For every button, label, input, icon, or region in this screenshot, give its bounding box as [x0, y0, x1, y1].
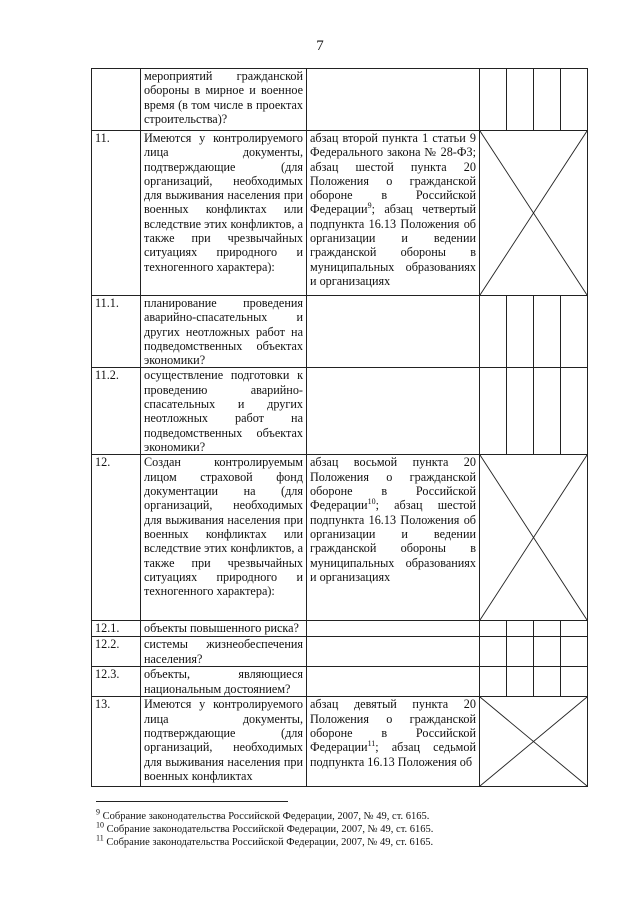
table-row — [92, 131, 588, 296]
table-row — [92, 667, 588, 697]
footnote: $^9$ Собрание законодательства Российской Федерации, 2007, № 49, ст. 6165. — [96, 807, 430, 822]
question-text: планирование проведения аварийно-спасательных и других неотложных работ на подведомственных объектах экономики? — [141, 296, 307, 368]
question-text: мероприятий гражданской обороны в мирное и военное время (в том числе в проектах строительства)? — [141, 69, 307, 131]
row-number: 11.1. — [92, 296, 141, 368]
requirement-text — [307, 621, 480, 637]
answer-cell-note[interactable] — [561, 69, 588, 131]
question-text: системы жизнеобеспечения населения? — [141, 637, 307, 667]
row-number: 12. — [92, 455, 141, 621]
question-text: объекты, являющиеся национальным достоянием? — [141, 667, 307, 697]
answer-cell-na[interactable] — [534, 621, 561, 637]
answer-cell-note[interactable] — [561, 667, 588, 697]
row-number: 12.3. — [92, 667, 141, 697]
row-number: 13. — [92, 697, 141, 787]
question-text: осуществление подготовки к проведению аварийно-спасательных и других неотложных работ на подведомственных объектах экономики? — [141, 368, 307, 455]
question-text: Имеются у контролируемого лица документы, подтверждающие (для организаций, необходимых для выживания населения при военных конфликтах или вследствие этих конфликтов, а также при чрезвычайных ситуациях природного и техногенного характера): — [141, 131, 307, 296]
page-number: 7 — [316, 38, 324, 54]
row-number: 11. — [92, 131, 141, 296]
table-row — [92, 697, 588, 787]
requirement-text: абзац девятый пункта 20 Положения о гражданской обороне в Российской Федерации$^{11}$; абзац седьмой подпункта 16.13 Положения об — [307, 697, 480, 787]
answer-cell-yes[interactable] — [480, 621, 507, 637]
table-row — [92, 69, 588, 131]
question-text: Имеются у контролируемого лица документы, подтверждающие (для организаций, необходимых для выживания населения при военных конфликтах — [141, 697, 307, 787]
row-number: 12.1. — [92, 621, 141, 637]
answer-cell-na[interactable] — [534, 667, 561, 697]
table-row — [92, 368, 588, 455]
requirement-text: абзац второй пункта 1 статьи 9 Федерального закона № 28-ФЗ; абзац шестой пункта 20 Положения о гражданской обороне в Российской Федерации$^9$; абзац четвертый подпункта 16.13 Положения об организации и ведении гражданской обороны в муниципальных образованиях и организациях — [307, 131, 480, 296]
answer-cell-na[interactable] — [534, 368, 561, 455]
answer-cell-yes[interactable] — [480, 637, 507, 667]
row-number — [92, 69, 141, 131]
answer-cell-no[interactable] — [507, 296, 534, 368]
requirement-text — [307, 637, 480, 667]
row-number: 12.2. — [92, 637, 141, 667]
answer-cell-note[interactable] — [561, 621, 588, 637]
crossed-out-cell — [480, 455, 588, 621]
answer-cell-note[interactable] — [561, 296, 588, 368]
requirement-text — [307, 667, 480, 697]
answer-cell-na[interactable] — [534, 296, 561, 368]
requirement-text — [307, 296, 480, 368]
answer-cell-yes[interactable] — [480, 296, 507, 368]
answer-cell-no[interactable] — [507, 637, 534, 667]
table-row — [92, 637, 588, 667]
footnote-separator — [96, 801, 288, 802]
table-row — [92, 621, 588, 637]
crossed-out-cell — [480, 697, 588, 787]
table-row — [92, 296, 588, 368]
answer-cell-yes[interactable] — [480, 69, 507, 131]
row-number: 11.2. — [92, 368, 141, 455]
question-text: объекты повышенного риска? — [141, 621, 307, 637]
answer-cell-no[interactable] — [507, 368, 534, 455]
answer-cell-note[interactable] — [561, 368, 588, 455]
answer-cell-no[interactable] — [507, 667, 534, 697]
answer-cell-na[interactable] — [534, 637, 561, 667]
answer-cell-no[interactable] — [507, 621, 534, 637]
checklist-table — [91, 68, 588, 787]
answer-cell-yes[interactable] — [480, 368, 507, 455]
requirement-text: абзац восьмой пункта 20 Положения о гражданской обороне в Российской Федерации$^{10}$; абзац шестой подпункта 16.13 Положения об организации и ведении гражданской обороны в муниципальных образованиях и организациях — [307, 455, 480, 621]
crossed-out-cell — [480, 131, 588, 296]
answer-cell-no[interactable] — [507, 69, 534, 131]
requirement-text — [307, 69, 480, 131]
footnote: $^{10}$ Собрание законодательства Российской Федерации, 2007, № 49, ст. 6165. — [96, 820, 434, 835]
answer-cell-yes[interactable] — [480, 667, 507, 697]
question-text: Создан контролируемым лицом страховой фонд документации на (для организаций, необходимых для выживания населения при военных конфликтах или вследствие этих конфликтов, а также при чрезвычайных ситуациях природного и техногенного характера): — [141, 455, 307, 621]
answer-cell-note[interactable] — [561, 637, 588, 667]
table-row — [92, 455, 588, 621]
answer-cell-na[interactable] — [534, 69, 561, 131]
requirement-text — [307, 368, 480, 455]
footnote: $^{11}$ Собрание законодательства Российской Федерации, 2007, № 49, ст. 6165. — [96, 833, 434, 848]
